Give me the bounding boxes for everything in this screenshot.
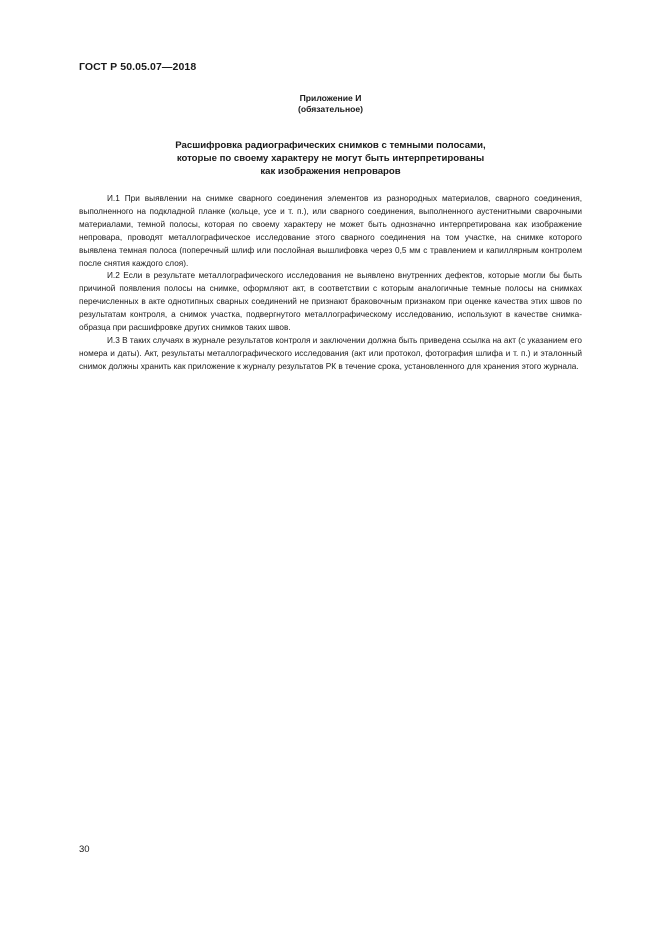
standard-code: ГОСТ Р 50.05.07—2018: [79, 61, 197, 73]
paragraph-i1: И.1 При выявлении на снимке сварного соединения элементов из разнородных материалов, сварного соединения, выполненного на подкладной планке (кольце, усе и т. п.), или сварного соединения, выполненного аустенитными сварочными материалами, темной полосы, которая по своему характеру не может быть однозначно интерпретирована как изображение непровара, проводят металлографическое исследование этого сварного соединения на том участке, на снимке которого выявлена темная полоса (поперечный шлиф или послойная вышлифовка через 0,5 мм с травлением и капиллярным контролем после снятия каждого слоя).: [79, 194, 582, 268]
page-number: 30: [79, 844, 90, 855]
appendix-status: (обязательное): [297, 104, 364, 114]
body-text: [79, 193, 582, 374]
paragraph-i2: И.2 Если в результате металлографического исследования не выявлено внутренних дефектов, которые могли бы быть причиной появления полосы на снимке, оформляют акт, в соответствии с которым аналогичные темные полосы на снимках перечисленных в акте однотипных сварных соединений не признают браковочным признаком при оценке качества этих швов по результатам контроля, а снимок участка, подвергнутого металлографическому исследованию, используют в качестве снимка-образца при расшифровке других снимков таких швов.: [79, 271, 582, 333]
section-title-line: Расшифровка радиографических снимков с темными полосами,: [175, 140, 486, 151]
section-title-line: которые по своему характеру не могут быть интерпретированы: [176, 153, 485, 164]
section-title-line: как изображения непроваров: [260, 166, 401, 177]
appendix-title: Приложение И: [299, 93, 362, 103]
section-title: [79, 139, 582, 178]
paragraph-i3: И.3 В таких случаях в журнале результатов контроля и заключении должна быть приведена ссылка на акт (с указанием его номера и даты). Акт, результаты металлографического исследования (акт или протокол, фотография шлифа и т. п.) и эталонный снимок должны хранить как приложение к журналу результатов РК в течение срока, установленного для хранения этого журнала.: [79, 335, 582, 371]
